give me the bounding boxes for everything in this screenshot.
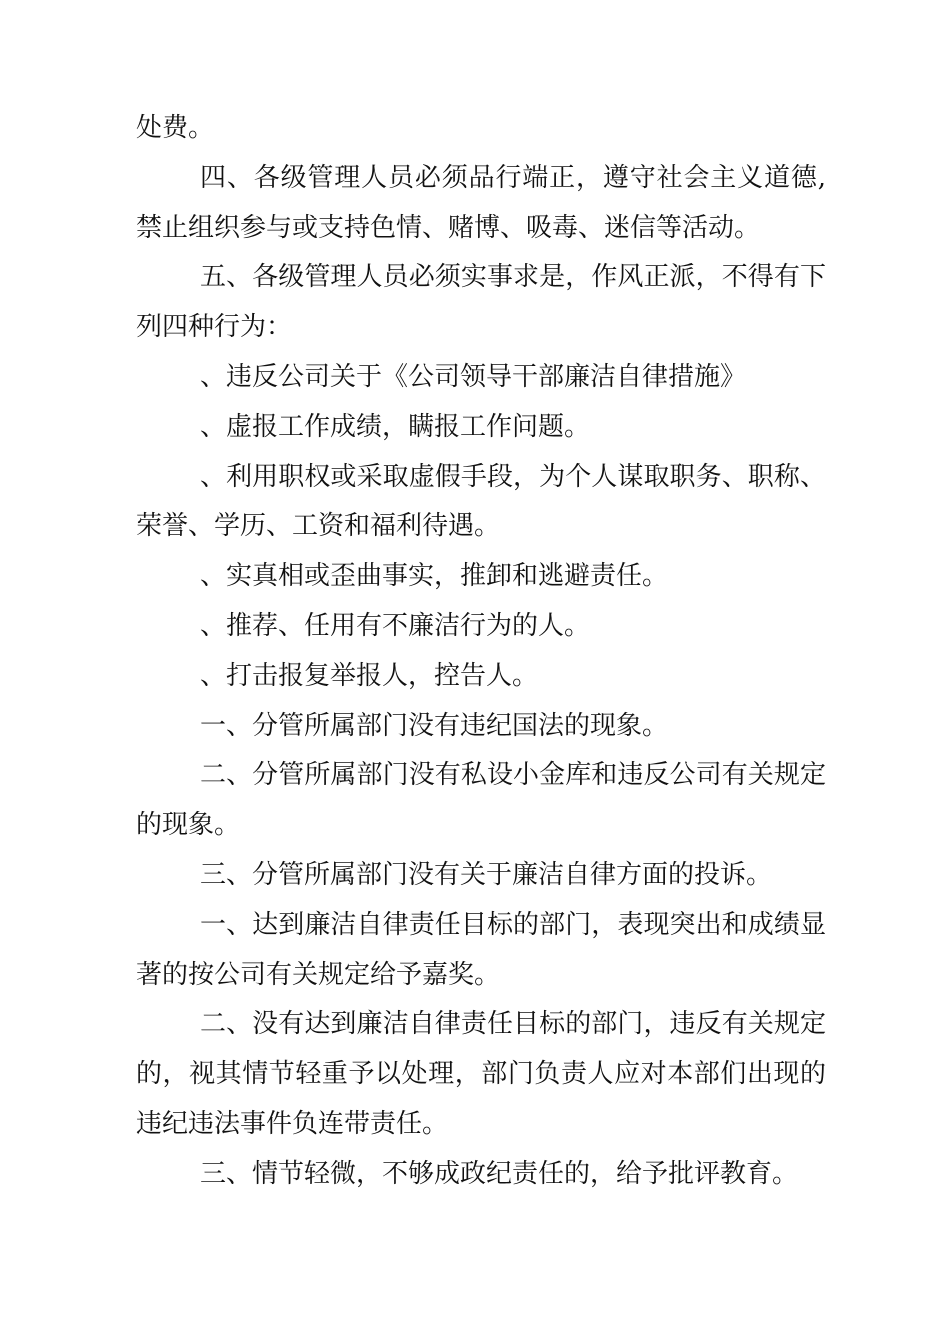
document-body [136,104,826,1200]
paragraph-7: 、实真相或歪曲事实，推卸和逃避责任。 [200,561,669,592]
paragraph-9: 、打击报复举报人，控告人。 [200,660,539,691]
paragraph-10: 一、分管所属部门没有违纪国法的现象。 [200,710,669,741]
paragraph-6: 、利用职权或采取虚假手段，为个人谋取职务、职称、荣誉、学历、工资和福利待遇。 [136,461,826,542]
paragraph-12: 三、分管所属部门没有关于廉洁自律方面的投诉。 [200,859,773,890]
paragraph-14: 二、没有达到廉洁自律责任目标的部门，违反有关规定的，视其情节轻重予以处理，部门负责人应对本部们出现的违纪违法事件负连带责任。 [136,1009,826,1139]
paragraph-11: 二、分管所属部门没有私设小金库和违反公司有关规定的现象。 [136,760,826,841]
paragraph-4: 、违反公司关于《公司领导干部廉洁自律措施》 [200,361,747,392]
paragraph-15: 三、情节轻微，不够成政纪责任的，给予批评教育。 [200,1158,799,1189]
paragraph-8: 、推荐、任用有不廉洁行为的人。 [200,610,591,641]
paragraph-3: 五、各级管理人员必须实事求是，作风正派，不得有下列四种行为： [136,262,826,343]
paragraph-5: 、虚报工作成绩，瞒报工作问题。 [200,411,591,442]
paragraph-1: 处费。 [136,113,215,143]
paragraph-13: 一、达到廉洁自律责任目标的部门，表现突出和成绩显著的按公司有关规定给予嘉奖。 [136,909,826,990]
paragraph-2: 四、各级管理人员必须品行端正，遵守社会主义道德,禁止组织参与或支持色情、赌博、吸毒、迷信等活动。 [136,162,826,243]
